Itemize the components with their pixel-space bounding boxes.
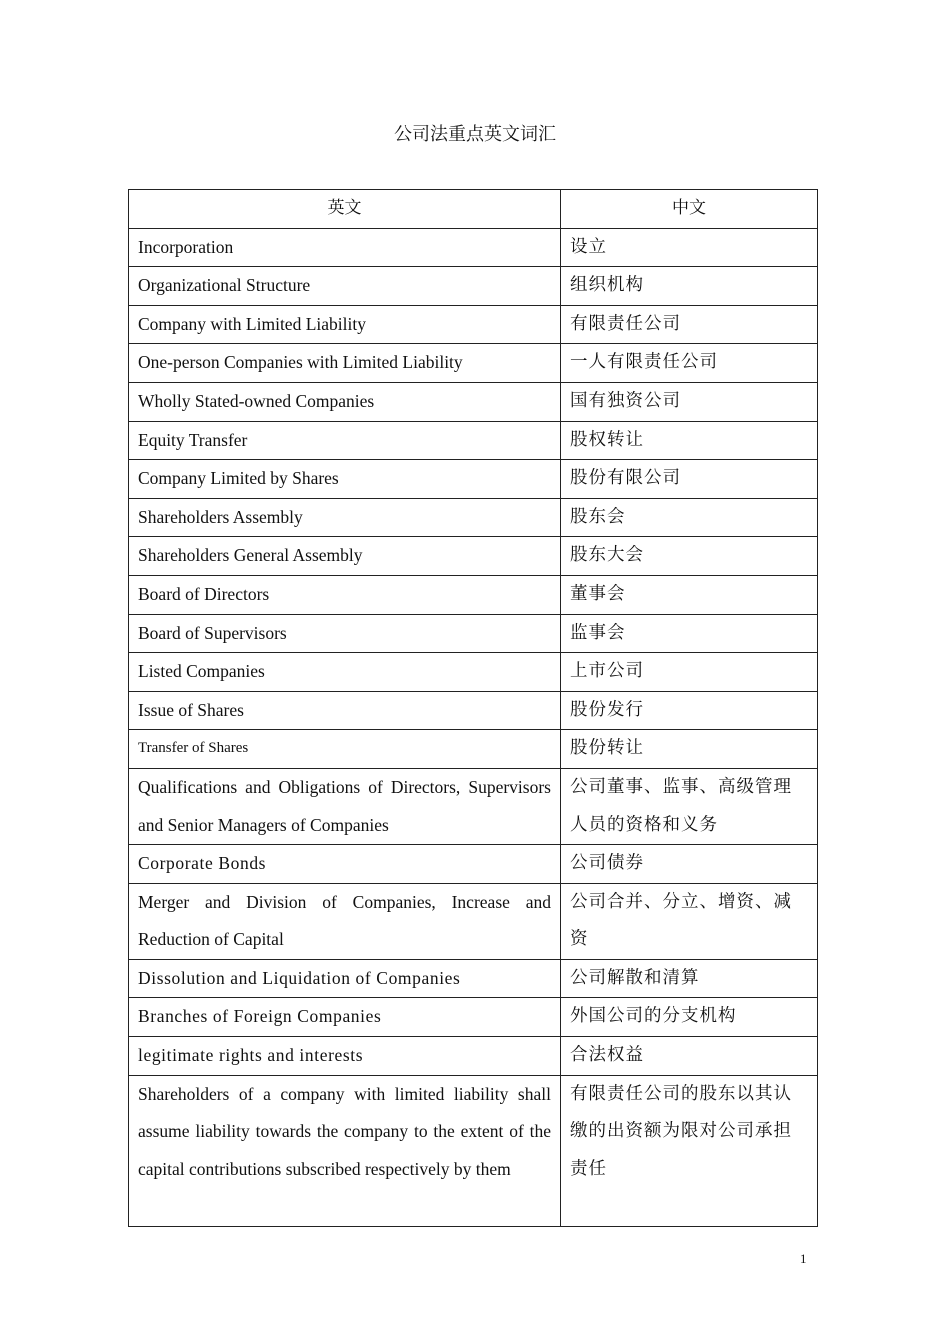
english-term: Company with Limited Liability bbox=[129, 305, 561, 344]
english-term: Transfer of Shares bbox=[129, 730, 561, 769]
english-term: Merger and Division of Companies, Increase and Reduction of Capital bbox=[129, 883, 561, 959]
table-row bbox=[129, 228, 818, 267]
chinese-term: 股东大会 bbox=[561, 537, 818, 576]
english-term: Dissolution and Liquidation of Companies bbox=[129, 959, 561, 998]
page-number: 1 bbox=[800, 1251, 807, 1266]
english-term: Equity Transfer bbox=[129, 421, 561, 460]
table-row bbox=[129, 382, 818, 421]
chinese-term: 公司董事、监事、高级管理人员的资格和义务 bbox=[561, 768, 818, 844]
table-row bbox=[129, 614, 818, 653]
chinese-term: 股份转让 bbox=[561, 730, 818, 769]
english-term: Shareholders General Assembly bbox=[129, 537, 561, 576]
english-term: Shareholders of a company with limited liability shall assume liability towards the company to the extent of the capital contributions subscribed respectively by them bbox=[129, 1075, 561, 1226]
chinese-term: 公司解散和清算 bbox=[561, 959, 818, 998]
header-chinese: 中文 bbox=[561, 190, 818, 229]
chinese-term: 有限责任公司 bbox=[561, 305, 818, 344]
table-row bbox=[129, 653, 818, 692]
table-header-row bbox=[129, 190, 818, 229]
chinese-term: 公司合并、分立、增资、减资 bbox=[561, 883, 818, 959]
table-row bbox=[129, 537, 818, 576]
table-row bbox=[129, 344, 818, 383]
chinese-term: 监事会 bbox=[561, 614, 818, 653]
document-title: 公司法重点英文词汇 bbox=[394, 124, 556, 145]
english-term: Board of Supervisors bbox=[129, 614, 561, 653]
table-row bbox=[129, 768, 818, 844]
english-term: Listed Companies bbox=[129, 653, 561, 692]
english-term: Branches of Foreign Companies bbox=[129, 998, 561, 1037]
table-row bbox=[129, 575, 818, 614]
table-row bbox=[129, 1037, 818, 1076]
table-row bbox=[129, 845, 818, 884]
english-term: Issue of Shares bbox=[129, 691, 561, 730]
chinese-term: 合法权益 bbox=[561, 1037, 818, 1076]
chinese-term: 组织机构 bbox=[561, 267, 818, 306]
table-row bbox=[129, 460, 818, 499]
table-row bbox=[129, 730, 818, 769]
header-english: 英文 bbox=[129, 190, 561, 229]
english-term: Company Limited by Shares bbox=[129, 460, 561, 499]
table-row bbox=[129, 959, 818, 998]
english-term: Organizational Structure bbox=[129, 267, 561, 306]
english-term: One-person Companies with Limited Liability bbox=[129, 344, 561, 383]
english-term: Shareholders Assembly bbox=[129, 498, 561, 537]
chinese-term: 股份有限公司 bbox=[561, 460, 818, 499]
chinese-term: 设立 bbox=[561, 228, 818, 267]
english-term: Board of Directors bbox=[129, 575, 561, 614]
table-row bbox=[129, 883, 818, 959]
chinese-term: 外国公司的分支机构 bbox=[561, 998, 818, 1037]
english-term: Incorporation bbox=[129, 228, 561, 267]
chinese-term: 上市公司 bbox=[561, 653, 818, 692]
chinese-term: 公司债券 bbox=[561, 845, 818, 884]
chinese-term: 股权转让 bbox=[561, 421, 818, 460]
table-row bbox=[129, 998, 818, 1037]
chinese-term: 股东会 bbox=[561, 498, 818, 537]
table-row bbox=[129, 421, 818, 460]
english-term: Wholly Stated-owned Companies bbox=[129, 382, 561, 421]
vocabulary-table bbox=[128, 189, 818, 1227]
english-term: Corporate Bonds bbox=[129, 845, 561, 884]
table-row bbox=[129, 498, 818, 537]
table-row bbox=[129, 305, 818, 344]
chinese-term: 国有独资公司 bbox=[561, 382, 818, 421]
english-term: legitimate rights and interests bbox=[129, 1037, 561, 1076]
english-term: Qualifications and Obligations of Directors, Supervisors and Senior Managers of Companies bbox=[129, 768, 561, 844]
table-row bbox=[129, 691, 818, 730]
chinese-term: 股份发行 bbox=[561, 691, 818, 730]
table-row bbox=[129, 267, 818, 306]
chinese-term: 一人有限责任公司 bbox=[561, 344, 818, 383]
chinese-term: 有限责任公司的股东以其认缴的出资额为限对公司承担责任 bbox=[561, 1075, 818, 1226]
chinese-term: 董事会 bbox=[561, 575, 818, 614]
table-row bbox=[129, 1075, 818, 1226]
